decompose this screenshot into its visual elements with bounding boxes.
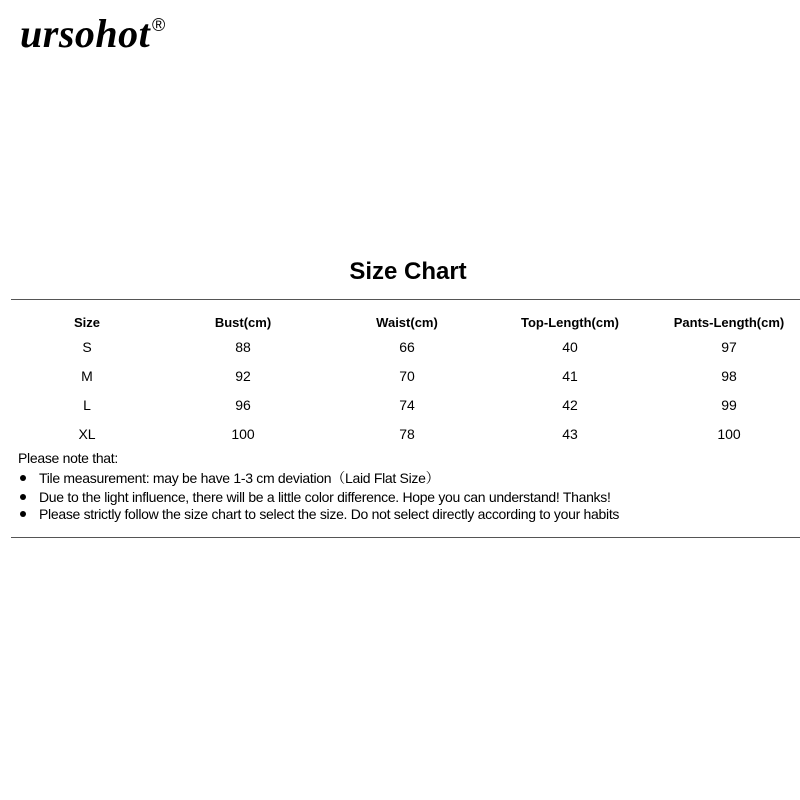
table-cell-top-length: 41: [562, 368, 578, 384]
table-cell-top-length: 42: [562, 397, 578, 413]
table-cell-size: L: [83, 397, 91, 413]
column-header-top-length: Top-Length(cm): [521, 315, 619, 330]
column-header-size: Size: [73, 315, 100, 330]
table-header-row: [0, 310, 800, 335]
table-row: [0, 393, 800, 422]
note-text: Due to the light influence, there will be a little color difference. Hope you can understand! Thanks!: [39, 489, 611, 505]
table-cell-size: M: [81, 368, 93, 384]
table-cell-size: S: [82, 339, 92, 355]
table-cell-waist: 74: [399, 397, 415, 413]
note-text: Tile measurement: may be have 1-3 cm deviation（Laid Flat Size）: [39, 470, 440, 486]
page-title: Size Chart: [349, 258, 467, 285]
table-row: [0, 422, 800, 451]
table-cell-waist: 78: [399, 426, 415, 442]
column-header-bust: Bust(cm): [214, 315, 272, 330]
table-cell-size: XL: [78, 426, 96, 442]
table-cell-bust: 100: [231, 426, 255, 442]
table-cell-pants-length: 98: [721, 368, 737, 384]
note-item: [18, 469, 619, 488]
table-row: [0, 364, 800, 393]
bullet-icon: [20, 511, 26, 517]
table-row: [0, 335, 800, 364]
table-cell-waist: 66: [399, 339, 415, 355]
column-header-waist: Waist(cm): [376, 315, 438, 330]
table-cell-waist: 70: [399, 368, 415, 384]
size-table: [0, 310, 800, 451]
table-cell-bust: 92: [235, 368, 251, 384]
bullet-icon: [20, 494, 26, 500]
table-cell-bust: 88: [235, 339, 251, 355]
table-cell-bust: 96: [235, 397, 251, 413]
registered-trademark-mark: ®: [152, 15, 166, 35]
note-text: Please strictly follow the size chart to select the size. Do not select directly according to your habits: [39, 506, 620, 522]
note-item: [18, 489, 619, 506]
table-cell-top-length: 40: [562, 339, 578, 355]
note-item: [18, 506, 619, 523]
table-cell-pants-length: 97: [721, 339, 737, 355]
notes-heading: Please note that:: [18, 450, 118, 466]
bullet-icon: [20, 475, 26, 481]
top-divider: [11, 299, 800, 300]
brand-logo: ursohot: [20, 11, 151, 56]
column-header-pants-length: Pants-Length(cm): [673, 315, 785, 330]
table-cell-pants-length: 99: [721, 397, 737, 413]
bottom-divider: [11, 537, 800, 538]
table-cell-top-length: 43: [562, 426, 578, 442]
notes-section: [18, 449, 619, 523]
table-cell-pants-length: 100: [717, 426, 741, 442]
